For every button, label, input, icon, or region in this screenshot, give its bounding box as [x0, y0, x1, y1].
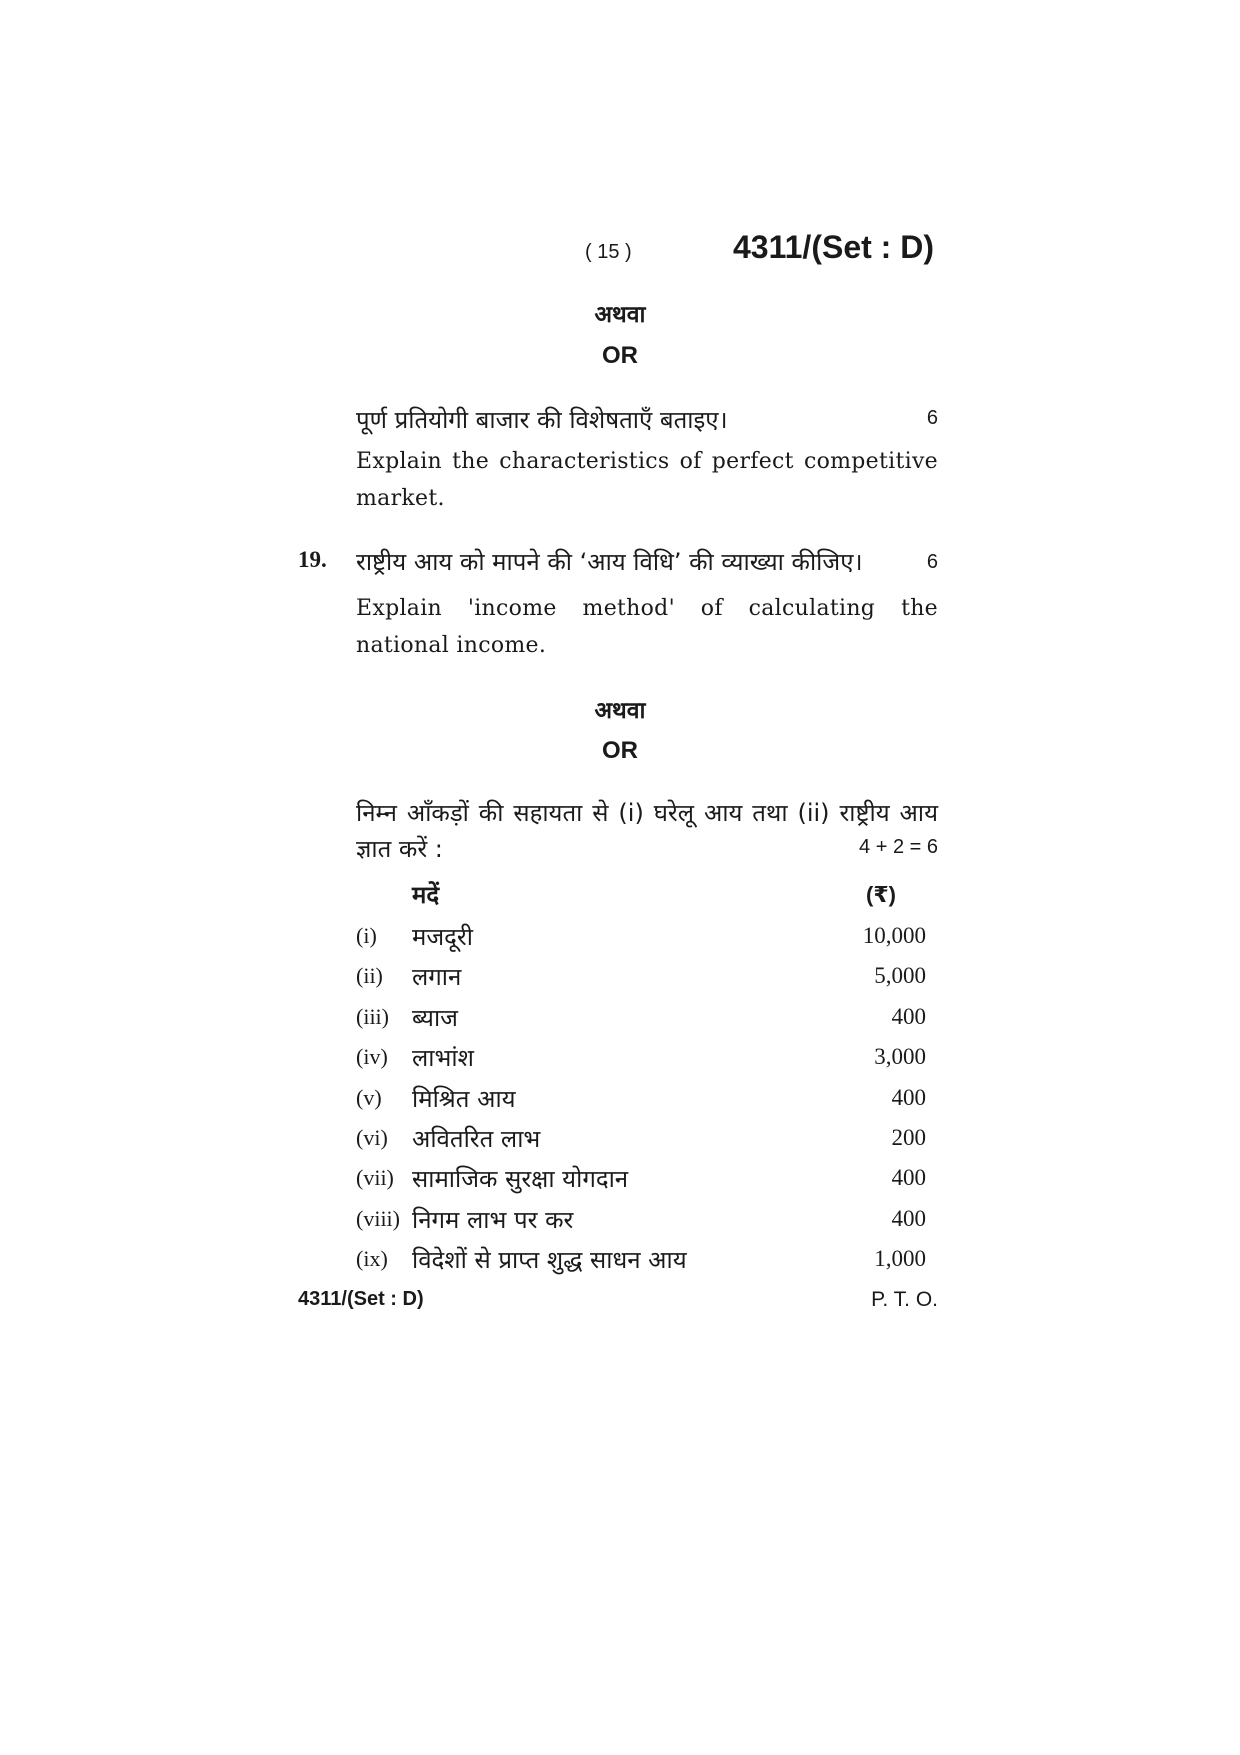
- row-number: (ii): [356, 963, 383, 989]
- footer-pto: P. T. O.: [871, 1288, 938, 1311]
- row-amount: 200: [891, 1124, 926, 1150]
- question-english-line: Explain 'income method' of calculating the: [356, 596, 938, 621]
- question-hindi-text: पूर्ण प्रतियोगी बाजार की विशेषताएँ बताइए।: [356, 406, 728, 434]
- row-number: (iii): [356, 1003, 389, 1029]
- table-header-items: मदें: [412, 881, 440, 909]
- question-marks: 6: [926, 551, 938, 573]
- table-row: [356, 999, 926, 1039]
- data-table: [356, 918, 926, 1282]
- question-marks: 4 + 2 = 6: [859, 836, 938, 858]
- row-item: विदेशों से प्राप्त शुद्ध साधन आय: [412, 1246, 687, 1275]
- question-english-line: national income.: [356, 633, 547, 658]
- row-item: ब्याज: [412, 1003, 458, 1032]
- row-number: (ix): [356, 1246, 388, 1272]
- page-number: ( 15 ): [585, 241, 632, 263]
- row-number: (iv): [356, 1044, 388, 1070]
- row-number: (vi): [356, 1124, 388, 1150]
- row-number: (i): [356, 923, 377, 948]
- question-hindi-text: राष्ट्रीय आय को मापने की ‘आय विधि’ की व्याख्या कीजिए।: [356, 548, 863, 576]
- question-marks: 6: [926, 407, 938, 429]
- table-row: [356, 1160, 926, 1200]
- or-hindi: अथवा: [594, 698, 646, 724]
- row-amount: 400: [891, 1205, 926, 1231]
- row-amount: 5,000: [874, 963, 926, 989]
- row-item: लाभांश: [412, 1044, 474, 1073]
- question-number: 19.: [298, 547, 327, 572]
- or-hindi: अथवा: [594, 302, 646, 328]
- row-item: मजदूरी: [412, 923, 473, 951]
- paper-code: 4311/(Set : D): [733, 229, 934, 265]
- table-row: [356, 1039, 926, 1079]
- row-number: (v): [356, 1084, 382, 1110]
- row-amount: 1,000: [874, 1246, 926, 1272]
- table-row: [356, 1241, 926, 1281]
- table-row: [356, 1120, 926, 1160]
- row-number: (vii): [356, 1165, 394, 1191]
- question-hindi-text: ज्ञात करें :: [356, 835, 443, 863]
- row-amount: 10,000: [862, 923, 926, 948]
- table-row: [356, 1080, 926, 1120]
- row-number: (viii): [356, 1205, 400, 1231]
- or-english: OR: [602, 737, 638, 764]
- row-amount: 400: [891, 1165, 926, 1191]
- question-hindi-text: निम्न आँकड़ों की सहायता से (i) घरेलू आय तथा (ii) राष्ट्रीय आय: [356, 799, 938, 827]
- footer-code: 4311/(Set : D): [298, 1288, 424, 1310]
- row-item: सामाजिक सुरक्षा योगदान: [412, 1165, 629, 1194]
- row-amount: 400: [891, 1084, 926, 1110]
- question-english-line: Explain the characteristics of perfect competitive: [356, 449, 938, 474]
- or-english: OR: [602, 342, 638, 369]
- row-amount: 3,000: [874, 1044, 926, 1070]
- table-row: [356, 918, 926, 958]
- row-item: निगम लाभ पर कर: [412, 1205, 574, 1234]
- row-amount: 400: [891, 1003, 926, 1029]
- row-item: लगान: [412, 963, 462, 992]
- row-item: मिश्रित आय: [412, 1084, 516, 1113]
- question-english-line: market.: [356, 486, 445, 511]
- table-row: [356, 958, 926, 998]
- table-header-amount: (₹): [866, 882, 896, 907]
- table-row: [356, 1201, 926, 1241]
- row-item: अवितरित लाभ: [412, 1124, 541, 1153]
